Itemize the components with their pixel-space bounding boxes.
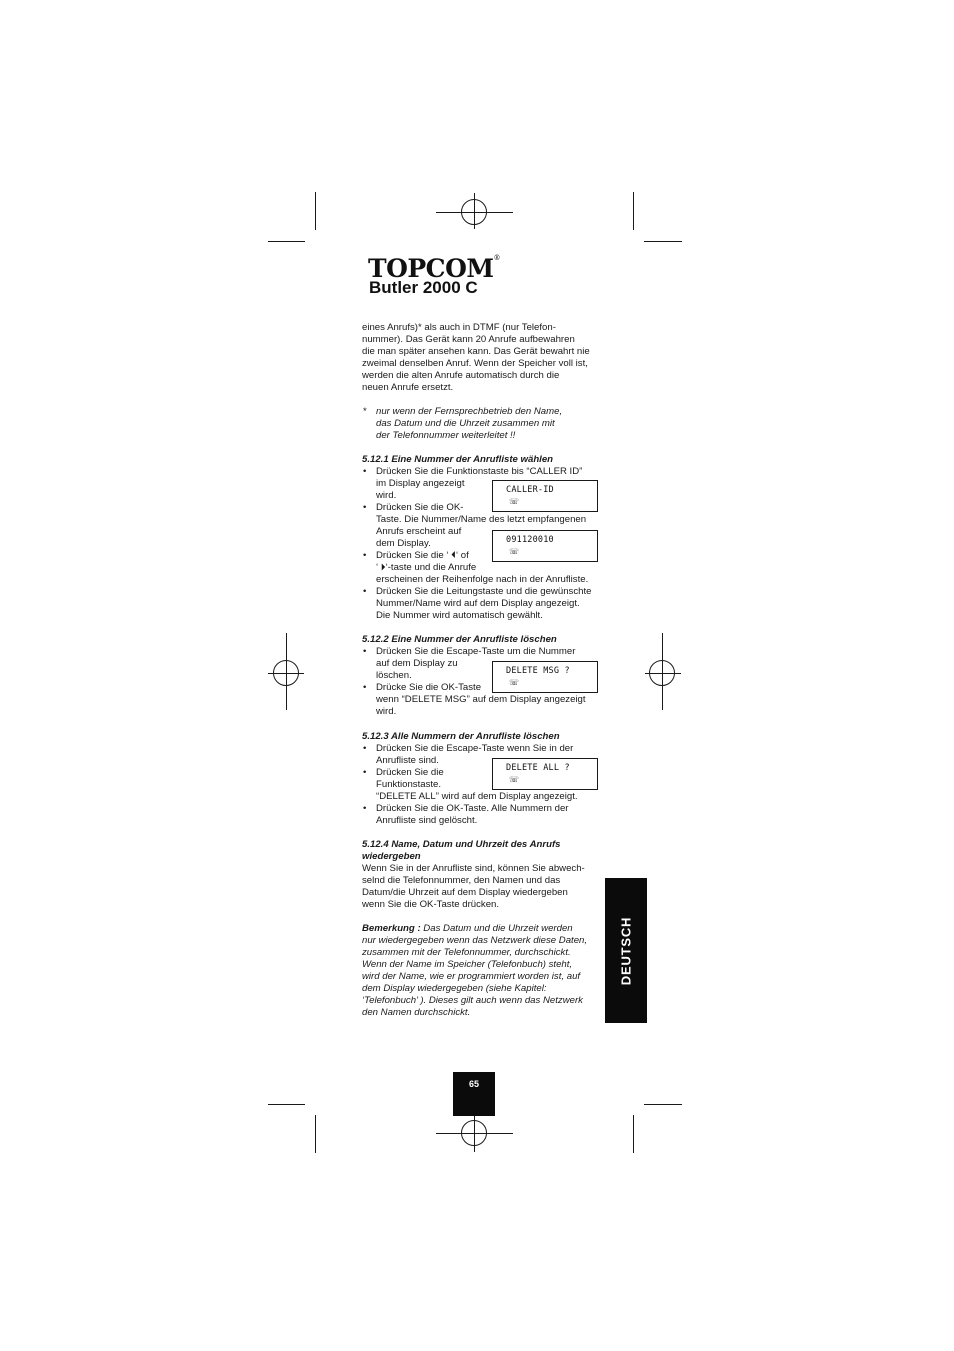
section-5-12-4: 5.12.4 Name, Datum und Uhrzeit des Anrufs wiedergeben Wenn Sie in der Anrufliste sind, können Sie abwech- selnd die Telefonnummer, den Namen und das Datum/die Uhrzeit auf dem Display wiedergeben wenn Sie die OK-Taste drücken.	[362, 839, 598, 911]
product-title: Butler 2000 C	[369, 278, 478, 297]
phone-icon: ☏	[509, 497, 520, 506]
list-item: • Drücken Sie die Leitungstaste und die gewünschte Nummer/Name wird auf dem Display angezeigt. Die Nummer wird automatisch gewählt.	[362, 586, 598, 622]
phone-icon: ☏	[509, 678, 520, 687]
topcom-logo: TOPCOM®	[368, 254, 501, 283]
remark: Bemerkung : Das Datum und die Uhrzeit werden nur wiedergegeben wenn das Netzwerk diese Daten, zusammen mit der Telefonnummer, durchschickt. Wenn der Name im Speicher (Telefonbuch) steht, wird der Name, wie er programmiert worden ist, auf dem Display wiedergegeben (siehe Kapitel: ‘Telefonbuch’ ). Dieses gilt auch wenn das Netzwerk den Namen durchschickt.	[362, 923, 588, 1018]
section-heading: 5.12.2 Eine Nummer der Anrufliste löschen	[362, 634, 557, 645]
crop-mark	[315, 1115, 316, 1153]
list-item: • Drücken Sie die ‘ ⏴‘ of ‘ ⏵‘-taste und die Anrufe erscheinen der Reihenfolge nach in der Anrufliste.	[362, 550, 598, 586]
list-item: • Drücken Sie die Funktionstaste bis “CALLER ID” im Display angezeigt wird.	[362, 466, 598, 502]
list-item: • Drücke Sie die OK-Taste wenn “DELETE MSG” auf dem Display angezeigt wird.	[362, 682, 598, 718]
registration-line	[645, 673, 681, 674]
list-item: • Drücken Sie die OK- Taste. Die Nummer/Name des letzt empfangenen Anrufs erscheint auf dem Display.	[362, 502, 598, 550]
lcd-display-caller-id: CALLER-ID ☏	[492, 480, 598, 512]
crop-mark	[633, 1115, 634, 1153]
lcd-display-delete-msg: DELETE MSG ? ☏	[492, 661, 598, 693]
section-heading: 5.12.1 Eine Nummer der Anrufliste wählen	[362, 454, 554, 465]
crop-mark	[268, 241, 305, 242]
list-item: • Drücken Sie die OK-Taste. Alle Nummern der Anrufliste sind gelöscht.	[362, 803, 598, 827]
crop-mark	[268, 1104, 305, 1105]
phone-icon: ☏	[509, 775, 520, 784]
registration-line	[286, 633, 287, 710]
lcd-display-number: 091120010 ☏	[492, 530, 598, 562]
phone-icon: ☏	[509, 547, 520, 556]
page-number: 65	[468, 1079, 479, 1089]
intro-paragraph: eines Anrufs)* als auch in DTMF (nur Telefon- nummer). Das Gerät kann 20 Anrufe aufbewahren die man später ansehen kann. Das Gerät bewahrt nie zweimal denselben Anruf. Wenn der Speicher voll ist, werden die alten Anrufe automatisch durch die neuen Anrufe ersetzt.	[362, 322, 590, 393]
registration-line	[474, 1116, 475, 1152]
section-heading: 5.12.4 Name, Datum und Uhrzeit des Anrufs	[362, 839, 561, 850]
registration-line	[662, 633, 663, 710]
list-item: • Drücken Sie die Escape-Taste wenn Sie in der Anrufliste sind.	[362, 743, 598, 767]
remark-label: Bemerkung :	[362, 923, 421, 934]
crop-mark	[644, 241, 682, 242]
list-item: • Drücken Sie die Funktionstaste. “DELETE ALL” wird auf dem Display angezeigt.	[362, 767, 598, 803]
crop-mark	[633, 192, 634, 230]
registration-line	[474, 193, 475, 229]
footnote: * nur wenn der Fernsprechbetrieb den Name, das Datum und die Uhrzeit zusammen mit der Telefonnummer weiterleitet !!	[363, 406, 563, 441]
language-tab: DEUTSCH	[605, 878, 647, 1023]
page-number-box	[453, 1072, 495, 1116]
crop-mark	[315, 192, 316, 230]
list-item: • Drücken Sie die Escape-Taste um die Nummer auf dem Display zu löschen.	[362, 646, 598, 682]
lcd-display-delete-all: DELETE ALL ? ☏	[492, 758, 598, 790]
registration-line	[268, 673, 304, 674]
crop-mark	[644, 1104, 682, 1105]
section-heading: 5.12.3 Alle Nummern der Anrufliste löschen	[362, 731, 560, 742]
